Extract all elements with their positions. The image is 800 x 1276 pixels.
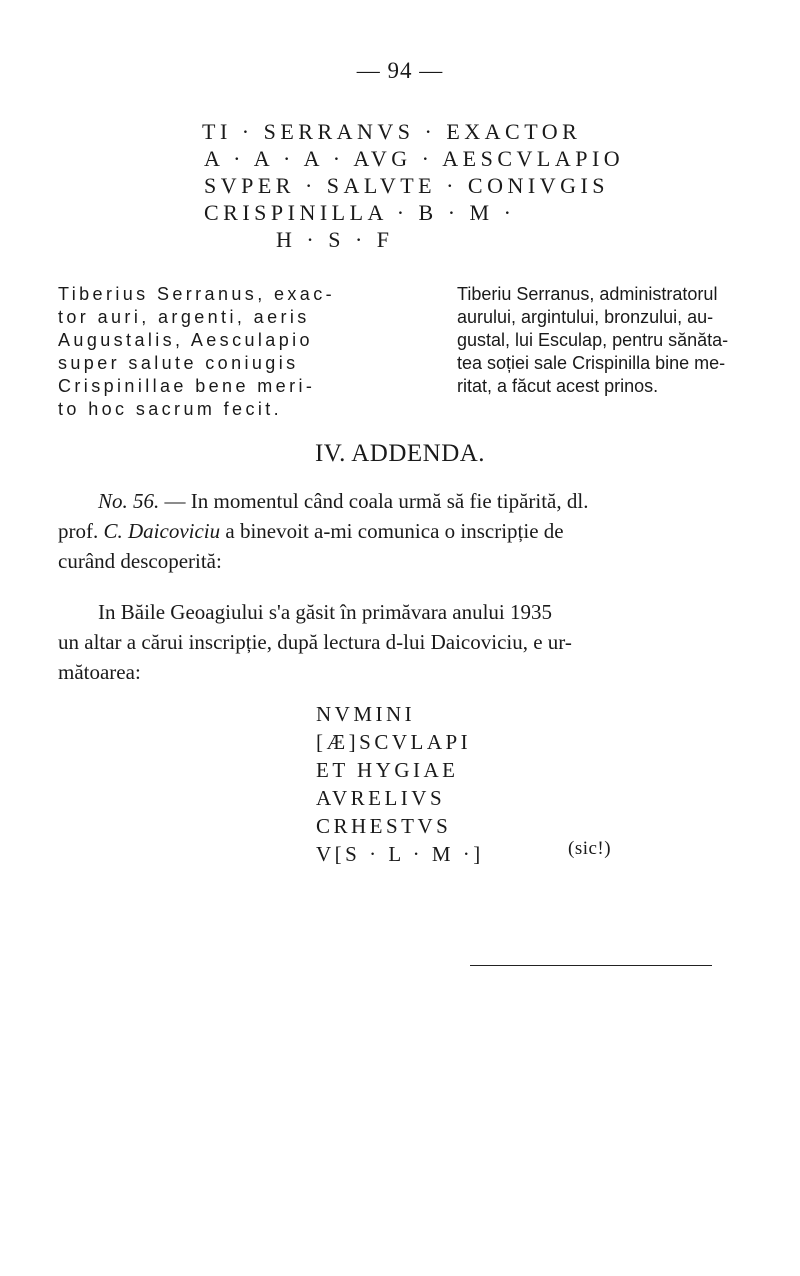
romanian-line: ritat, a făcut acest prinos. (457, 376, 659, 396)
paragraph-line: prof. C. Daicoviciu a binevoit a-mi comunica o inscripție de (58, 519, 564, 543)
latin-line: Augustalis, Aesculapio (58, 330, 313, 350)
latin-line: to hoc sacrum fecit. (58, 399, 283, 419)
paragraph-line: un altar a cărui inscripție, după lectura d-lui Daicoviciu, e ur- (58, 630, 572, 654)
romanian-line: aurului, argintului, bronzului, au- (457, 307, 714, 327)
section-heading: IV. ADDENDA. (314, 440, 486, 467)
inscription-line: NVMINI (316, 702, 416, 726)
inscription-line: CRHESTVS (316, 814, 452, 838)
romanian-line: tea soției sale Crispinilla bine me- (457, 353, 726, 373)
inscription-geoagiu-altar (316, 700, 484, 868)
latin-transcription (58, 283, 428, 421)
romanian-line: gustal, lui Esculap, pentru sănăta- (457, 330, 729, 350)
inscription-line: A · A · A · AVG · AESCVLAPIO (204, 146, 625, 171)
inscription-line: [Æ]SCVLAPI (316, 730, 472, 754)
inscription-line: ET HYGIAE (316, 758, 459, 782)
end-rule (470, 965, 712, 966)
paragraph-line: No. 56. — In momentul când coala urmă să fie tipărită, dl. (98, 489, 589, 513)
inscription-line: SVPER · SALVTE · CONIVGIS (204, 173, 610, 198)
paragraph-line: mătoarea: (58, 660, 141, 684)
inscription-line: TI · SERRANVS · EXACTOR (202, 119, 582, 144)
latin-line: super salute coniugis (58, 353, 299, 373)
author-name: C. Daicoviciu (103, 519, 221, 543)
romanian-translation (457, 283, 777, 398)
entry-number: No. 56. (98, 489, 160, 513)
romanian-line: Tiberiu Serranus, administratorul (457, 284, 718, 304)
inscription-line: AVRELIVS (316, 786, 446, 810)
inscription-line: CRISPINILLA · B · M · (204, 200, 516, 225)
latin-line: Crispinillae bene meri- (58, 376, 316, 396)
sic-note: (sic!) (568, 838, 612, 859)
latin-line: Tiberius Serranus, exac- (58, 284, 336, 304)
latin-line: tor auri, argenti, aeris (58, 307, 310, 327)
page-number: — 94 — (356, 58, 444, 83)
inscription-serranus (202, 118, 624, 253)
paragraph-no-56 (58, 486, 758, 576)
paragraph-line: In Băile Geoagiului s'a găsit în primăvara anului 1935 (98, 600, 553, 624)
inscription-line: V[S · L · M ·] (316, 842, 484, 866)
paragraph-geoagiu (58, 597, 758, 687)
inscription-line: H · S · F (276, 227, 394, 252)
paragraph-line: curând descoperită: (58, 549, 222, 573)
